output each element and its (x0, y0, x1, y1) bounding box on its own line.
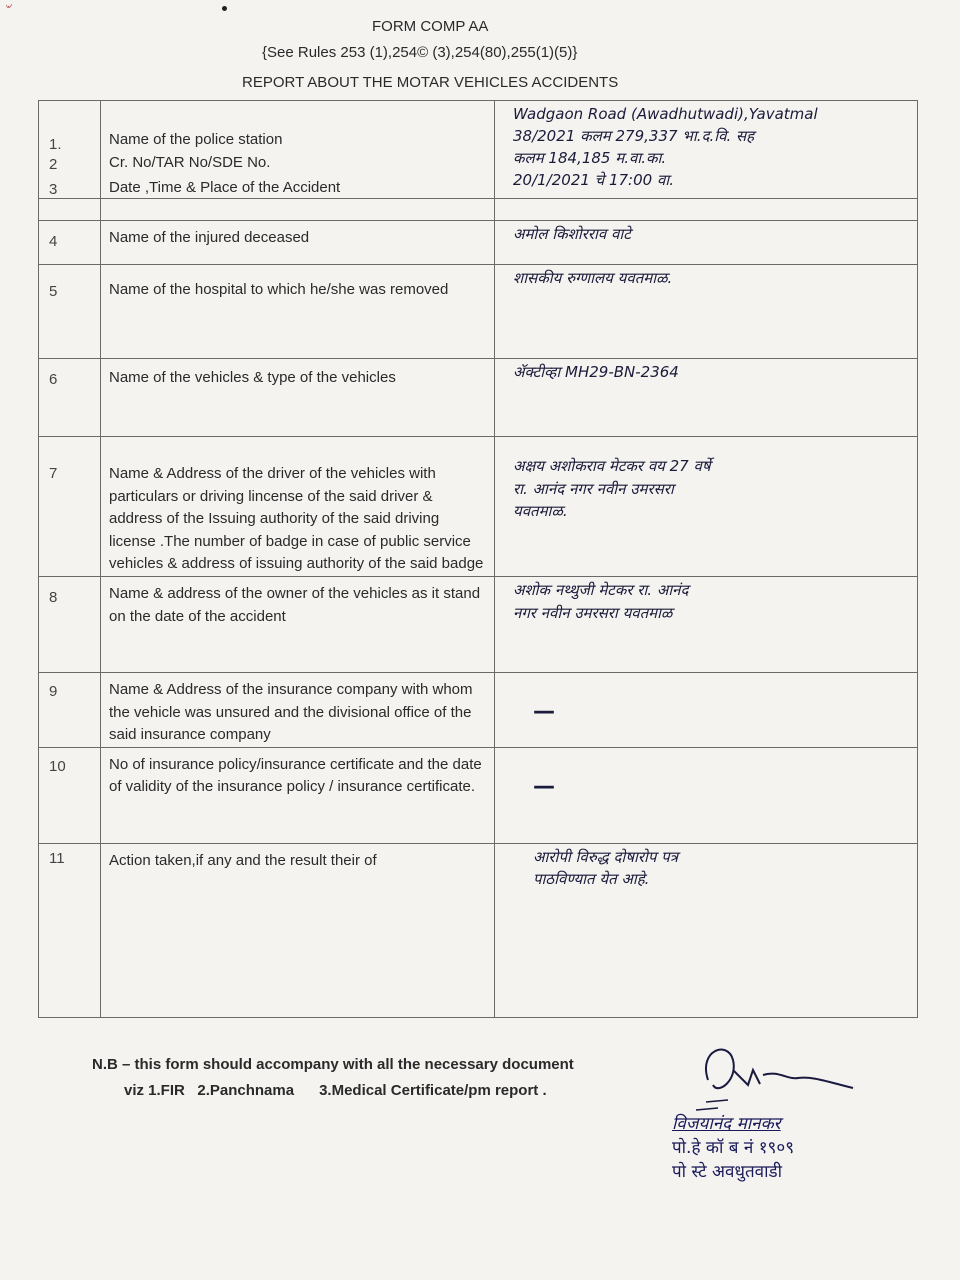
rules-reference: {See Rules 253 (1),254© (3),254(80),255(1)(5)} (262, 44, 578, 61)
table-row (39, 747, 918, 843)
table-row (39, 359, 918, 437)
row-number: 10 (39, 747, 101, 843)
table-row (39, 843, 918, 1017)
row-value: अक्षय अशोकराव मेटकर वय 27 वर्षे रा. आनंद नगर नवीन उमरसरा यवतमाळ. (495, 437, 918, 577)
report-title: REPORT ABOUT THE MOTAR VEHICLES ACCIDENTS (242, 74, 619, 91)
row-value-merged (495, 199, 918, 221)
row-value: शासकीय रुग्णालय यवतमाळ. (495, 265, 918, 359)
row-value: आरोपी विरुद्ध दोषारोप पत्र पाठविण्यात येत आहे. (495, 843, 918, 1017)
row-label: Name & Address of the insurance company with whom the vehicle was unsured and the divisional office of the said insurance company (101, 673, 495, 748)
row-number: 3 (39, 199, 101, 221)
ink-dot (222, 6, 227, 11)
row-label: Name & Address of the driver of the vehicles with particulars or driving lincense of the said driver & address of the Issuing authority of the said driving license .The number of badge in case of public service vehicles & address of issuing authority of the said badge (101, 437, 495, 577)
row-value: अशोक नथ्थुजी मेटकर रा. आनंद नगर नवीन उमरसरा यवतमाळ (495, 577, 918, 673)
stamp-station: पो स्टे अवधुतवाडी (672, 1162, 782, 1182)
signature-block (668, 1040, 868, 1190)
row-number: 5 (39, 265, 101, 359)
row-value: — (495, 747, 918, 843)
row-label: Date ,Time & Place of the Accident (101, 199, 495, 221)
row-number: 9 (39, 673, 101, 748)
stamp-badge: पो.हे कॉ ब नं १९०९ (672, 1138, 795, 1158)
row-number: 11 (39, 843, 101, 1017)
row-number: 4 (39, 221, 101, 265)
row-number: 1. 2 (39, 101, 101, 199)
footer-note (92, 1052, 574, 1104)
row-label: Name of the injured deceased (101, 221, 495, 265)
row-label: Name of the police station Cr. No/TAR No/SDE No. (101, 101, 495, 199)
row-number: 8 (39, 577, 101, 673)
table-row (39, 265, 918, 359)
row-label: Name of the vehicles & type of the vehicles (101, 359, 495, 437)
row-value: — (495, 673, 918, 748)
corner-ink-mark: ৺ (4, 1, 12, 15)
table-row (39, 437, 918, 577)
row-label: No of insurance policy/insurance certificate and the date of validity of the insurance policy / insurance certificate. (101, 747, 495, 843)
table-row (39, 673, 918, 748)
row-label: Name & address of the owner of the vehicles as it stand on the date of the accident (101, 577, 495, 673)
table-row (39, 199, 918, 221)
table-row (39, 221, 918, 265)
table-row (39, 577, 918, 673)
row-label: Action taken,if any and the result their of (101, 843, 495, 1017)
row-label: Name of the hospital to which he/she was removed (101, 265, 495, 359)
footer-note-line1: N.B – this form should accompany with all the necessary document (92, 1056, 574, 1073)
form-title: FORM COMP AA (372, 18, 489, 35)
footer-note-line2: viz 1.FIR 2.Panchnama 3.Medical Certificate/pm report . (124, 1082, 547, 1099)
stamp-name: विजयानंद मानकर (672, 1114, 781, 1134)
row-value: Wadgaon Road (Awadhutwadi),Yavatmal 38/2021 कलम 279,337 भा.द.वि. सह कलम 184,185 म.वा.का. 20/1/2021 चे 17:00 वा. (495, 101, 918, 199)
row-number: 7 (39, 437, 101, 577)
handwritten-signature (688, 1040, 858, 1120)
officer-stamp (672, 1112, 794, 1184)
row-value: अमोल किशोरराव वाटे (495, 221, 918, 265)
row-value: ॲक्टीव्हा MH29-BN-2364 (495, 359, 918, 437)
row-number: 6 (39, 359, 101, 437)
accident-report-table (38, 100, 918, 1018)
